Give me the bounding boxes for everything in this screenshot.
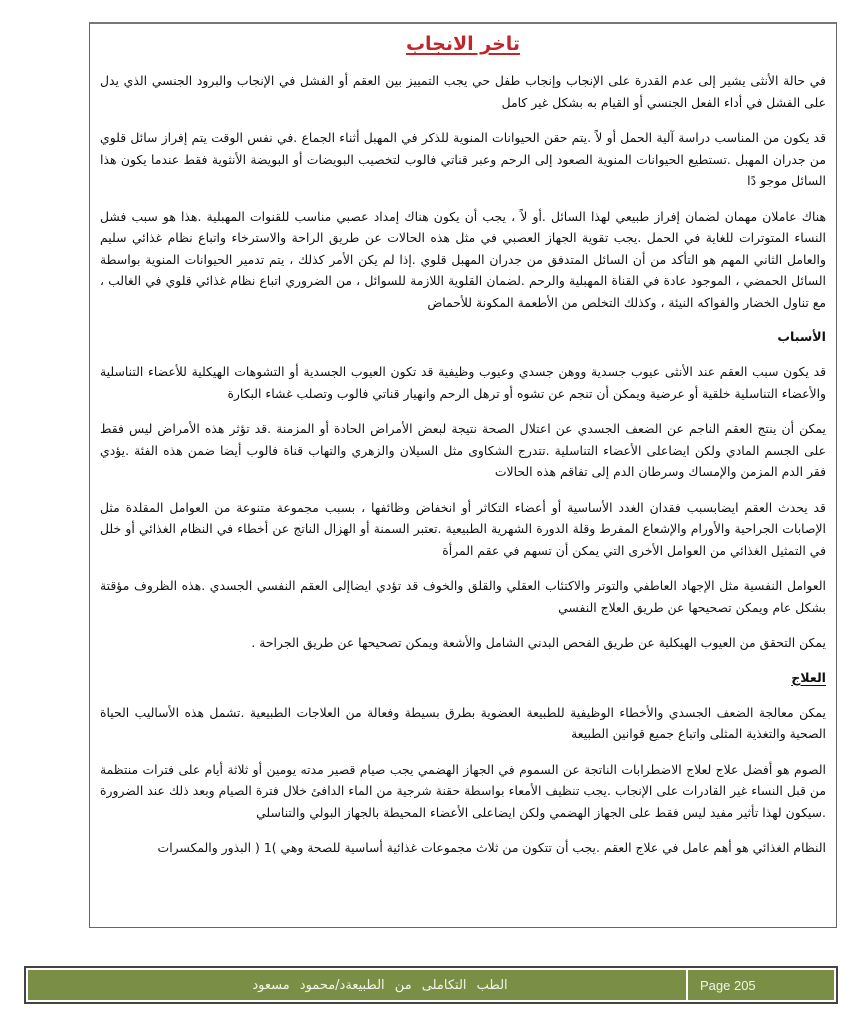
footer-book-info (28, 970, 688, 1000)
paragraph: يمكن أن ينتج العقم الناجم عن الضعف الجسدي عن اعتلال الصحة نتيجة لبعض الأمراض الحادة أو المزمنة .قد تؤثر هذه الأمراض ليس فقط على الجسم المادي ولكن ايضاعلى الأعضاء التناسلية .تتدرج الشكاوى مثل السيلان والزهري والتهاب قناة فالوب أيضا ضمن هذه الفئة .يؤدي فقر الدم المزمن والإمساك وسرطان الدم إلى تفاقم هذه الحالات (100, 421, 826, 479)
document-title: تاخر الانجاب (405, 33, 521, 55)
section-heading-treatment: العلاج (791, 669, 826, 685)
paragraph: النظام الغذائي هو أهم عامل في علاج العقم .يجب أن تتكون من ثلاث مجموعات غذائية أساسية للصحة وهي )1 ( البذور والمكسرات (157, 840, 826, 855)
intro-section (100, 70, 826, 313)
treatment-section (100, 668, 826, 859)
paragraph: في حالة الأنثى يشير إلى عدم القدرة على الإنجاب وإنجاب طفل حي يجب التمييز بين العقم أو الفشل في الإنجاب والبرود الجنسي الذي يدل على الفشل في أداء الفعل الجنسي أو القيام به بشكل غير كامل (100, 73, 826, 110)
paragraph: يمكن التحقق من العيوب الهيكلية عن طريق الفحص البدني الشامل والأشعة ويمكن تصحيحها عن طريق الجراحة . (251, 635, 826, 650)
page-footer (24, 966, 838, 1004)
document-page (89, 22, 837, 928)
paragraph: الصوم هو أفضل علاج لعلاج الاضطرابات الناتجة عن السموم في الجهاز الهضمي يجب صيام قصير مدته يومين أو ثلاثة أيام على فترات منتظمة من قبل النساء غير القادرات على الإنجاب .يجب تنظيف الأمعاء بواسطة حقنة شرجية من الماء الدافئ خلال فترة الصيام وبعد ذلك عند الضرورة .سيكون لهذا تأثير مفيد ليس فقط على الجهاز الهضمي ولكن ايضاعلى الأعضاء المحيطة بالجهاز البولي والتناسلي (100, 761, 826, 820)
paragraph: قد يحدث العقم ايضابسبب فقدان الغدد الأساسية أو أعضاء التكاثر أو انخفاض وظائفها ، بسبب مجموعة متنوعة من العوامل المقلدة مثل الإصابات الجراحية والأورام والإشعاع المفرط وقلة الدورة الشهرية الطبيعية .تعتبر السمنة أو الهزال الناتج عن أخطاء في النظام الغذائي أو خلل في التمثيل الغذائي من العوامل الأخرى التي يمكن أن تسهم في عقم المرأة (100, 499, 826, 558)
paragraph: يمكن معالجة الضعف الجسدي والأخطاء الوظيفية للطبيعة العضوية بطرق بسيطة وفعالة من العلاجات الطبيعية .تشمل هذه الأساليب الحياة الصحية والتغذية المثلى واتباع جميع قوانين الطبيعة (100, 704, 826, 741)
page-number: Page 205 (688, 970, 834, 1000)
footer-bar (28, 970, 834, 1000)
paragraph: العوامل النفسية مثل الإجهاد العاطفي والتوتر والاكتئاب العقلي والقلق والخوف قد تؤدي ايضاإلى العقم النفسي الجسدي .هذه الظروف مؤقتة بشكل عام ويمكن تصحيحها عن طريق العلاج النفسي (100, 578, 826, 615)
footer-book-title: الطب التكاملى من الطبيعة (345, 977, 508, 993)
footer-author: د/محمود مسعود (252, 977, 346, 993)
paragraph: قد يكون من المناسب دراسة آلية الحمل أو لاً .يتم حقن الحيوانات المنوية للذكر في المهبل أثناء الجماع .في نفس الوقت يتم إفراز سائل قلوي من جدران المهبل .تستطيع الحيوانات المنوية الصعود إلى الرحم وعبر قناتي فالوب لتخصيب البويضات أو البويضة الأنثوية فقط عندما يكون هذا السائل موجو دًا (100, 130, 826, 188)
causes-section (100, 327, 826, 654)
paragraph: هناك عاملان مهمان لضمان إفراز طبيعي لهذا السائل .أو لاً ، يجب أن يكون هناك إمداد عصبي مناسب للقنوات المهبلية .هذا هو سبب فشل النساء المتوترات للغاية في الحمل .يجب تقوية الجهاز العصبي في مثل هذه الحالات عن طريق الراحة والاسترخاء واتباع نظام غذائي سليم والعامل الثاني المهم هو التأكد من أن السائل المتدفق من جدران المهبل قلوي .إذا لم يكن الأمر كذلك ، يتم تدمير الحيوانات المنوية بواسطة السائل الحمضي ، الموجود عادة في القناة المهبلية والرحم .لضمان القلوية اللازمة للسوائل ، من الضروري اتباع نظام غذائي قلوي في الغالب ، مع تناول الخضار والفواكه النيئة ، وكذلك التخلص من الأطعمة المكونة للأحماض (100, 208, 826, 310)
paragraph: قد يكون سبب العقم عند الأنثى عيوب جسدية ووهن جسدي وعيوب وظيفية قد تكون العيوب الجسدية أو التشوهات الهيكلية للأعضاء التناسلية والأعضاء التناسلية خلقية أو عرضية ويمكن أن تنجم عن تشوه أو ترهل الرحم وانهيار قناتي فالوب وتصلب غشاء البكارة (100, 364, 826, 401)
section-heading-causes: الأسباب (777, 329, 826, 344)
